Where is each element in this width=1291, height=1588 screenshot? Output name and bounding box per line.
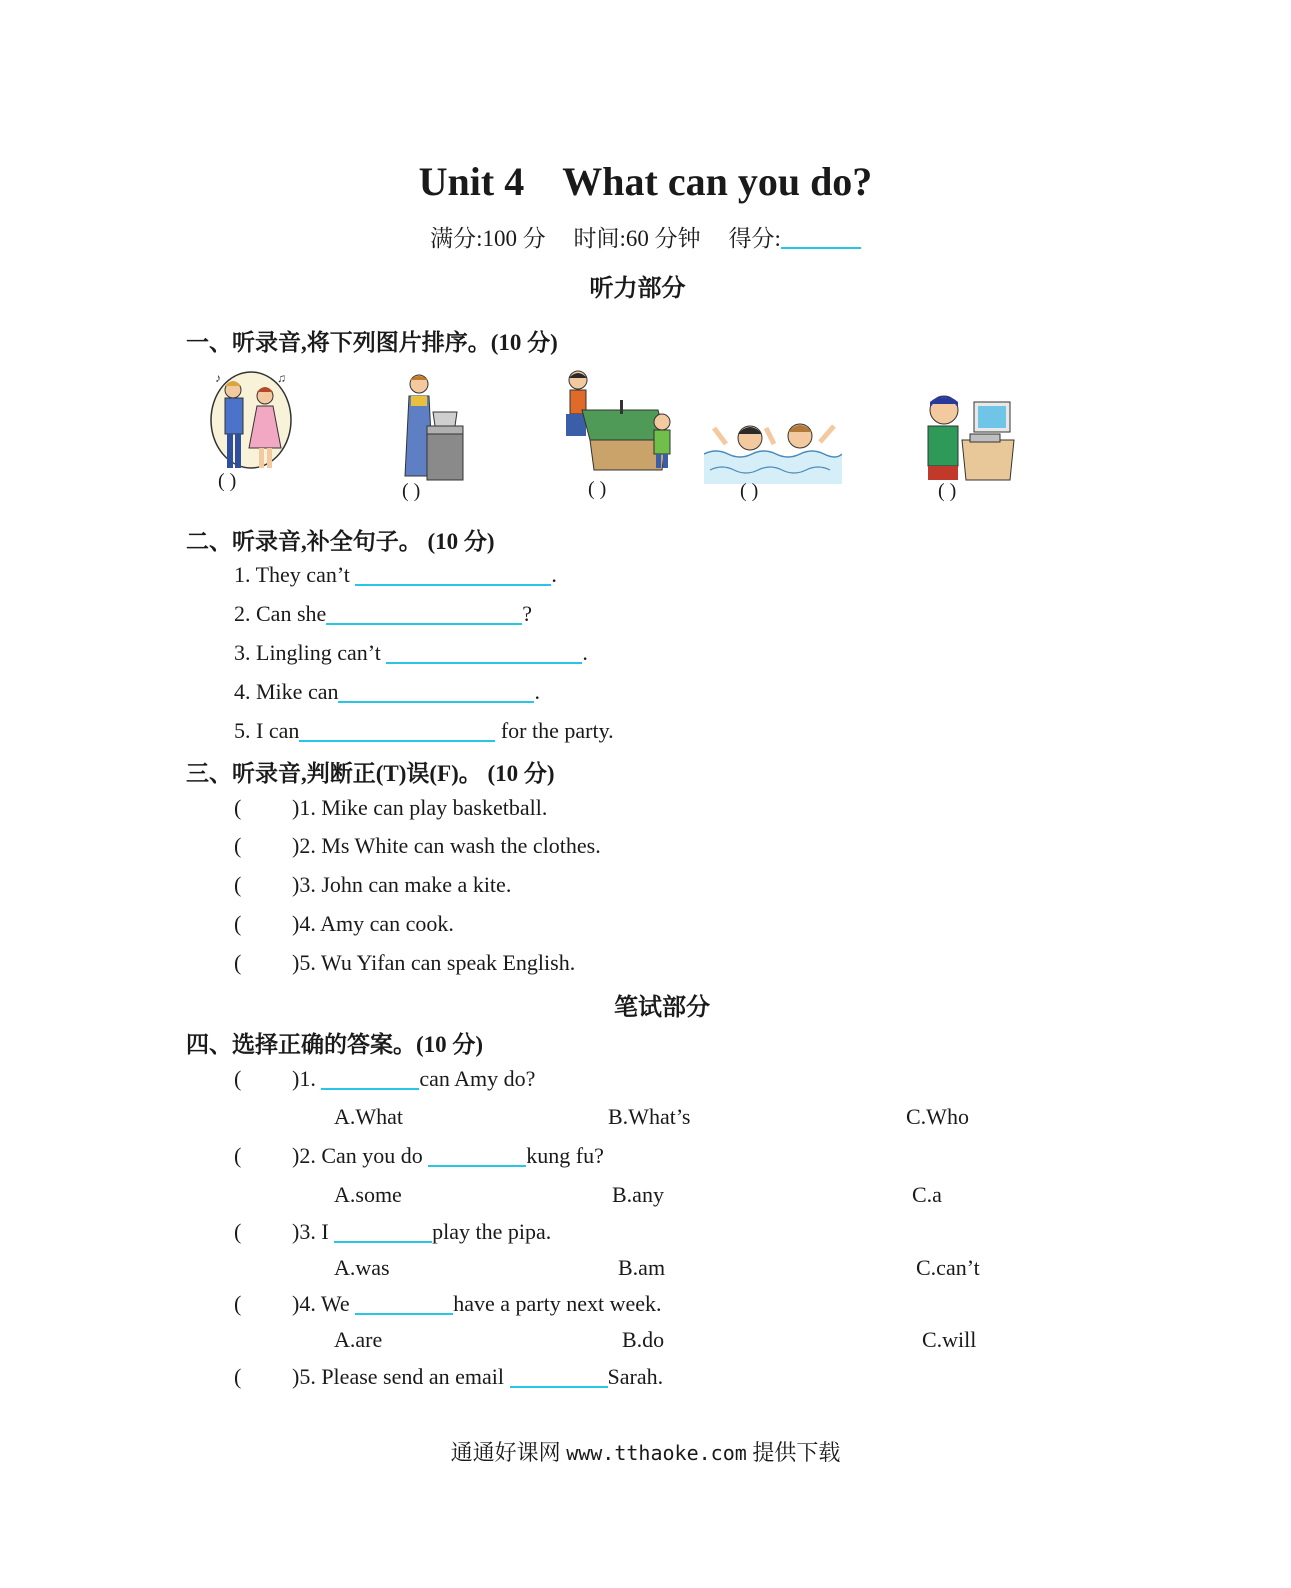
mc-question-5: )5. Please send an email Sarah. <box>292 1364 664 1389</box>
svg-text:♪: ♪ <box>215 371 221 385</box>
mc-blank-5[interactable] <box>510 1364 608 1388</box>
fill-item-5: 5. I can for the party. <box>234 718 614 743</box>
score-blank[interactable] <box>781 225 861 249</box>
mc4-option-c[interactable]: C.will <box>922 1327 977 1352</box>
mc3-option-a[interactable]: A.was <box>334 1255 390 1280</box>
footer-site: 通通好课网 <box>450 1440 561 1465</box>
fill-blank-2[interactable] <box>326 601 522 625</box>
mc-question-1: )1. can Amy do? <box>292 1066 536 1091</box>
section4-heading: 四、选择正确的答案。(10 分) <box>186 1032 484 1057</box>
mc2-option-b[interactable]: B.any <box>612 1182 664 1207</box>
section3-heading: 三、听录音,判断正(T)误(F)。 (10 分) <box>186 761 555 786</box>
mc-question-2: )2. Can you do kung fu? <box>292 1143 604 1168</box>
writing-part-heading: 笔试部分 <box>614 995 710 1021</box>
dancing-picture <box>205 368 297 480</box>
fill-blank-5[interactable] <box>299 718 495 742</box>
fill-blank-1[interactable] <box>355 562 551 586</box>
footer-url[interactable]: www.tthaoke.com <box>566 1441 747 1465</box>
mc4-option-a[interactable]: A.are <box>334 1327 383 1352</box>
mc-answer-5[interactable]: ( <box>234 1364 242 1389</box>
cooking-picture <box>397 372 469 486</box>
fill-blank-3[interactable] <box>386 640 582 664</box>
picture-1-answer[interactable]: ( ) <box>218 470 237 492</box>
fill-blank-4[interactable] <box>338 679 534 703</box>
tf-answer-1[interactable]: ( <box>234 795 242 820</box>
mc2-option-c[interactable]: C.a <box>912 1182 942 1207</box>
score-label: 得分: <box>728 226 781 251</box>
mc-answer-2[interactable]: ( <box>234 1143 242 1168</box>
listening-part-heading: 听力部分 <box>589 276 686 302</box>
tf-answer-4[interactable]: ( <box>234 911 242 936</box>
fill-item-1: 1. They can’t . <box>234 562 557 587</box>
mc-answer-1[interactable]: ( <box>234 1066 242 1091</box>
mc-blank-1[interactable] <box>321 1066 419 1090</box>
tf-item-2: )2. Ms White can wash the clothes. <box>292 833 601 858</box>
footer-suffix: 提供下载 <box>752 1440 841 1465</box>
tf-answer-2[interactable]: ( <box>234 833 242 858</box>
section2-heading: 二、听录音,补全句子。 (10 分) <box>186 529 495 554</box>
fill-item-3: 3. Lingling can’t . <box>234 640 588 665</box>
picture-2-answer[interactable]: ( ) <box>402 480 421 502</box>
fill-item-4: 4. Mike can . <box>234 679 540 704</box>
tf-item-3: )3. John can make a kite. <box>292 872 512 897</box>
unit-label: Unit 4 <box>418 159 525 204</box>
mc3-option-b[interactable]: B.am <box>618 1255 666 1280</box>
tf-answer-3[interactable]: ( <box>234 872 242 897</box>
fill-item-2: 2. Can she ? <box>234 601 533 626</box>
mc-answer-4[interactable]: ( <box>234 1291 242 1316</box>
full-score: 满分:100 分 <box>430 226 546 251</box>
mc-blank-4[interactable] <box>355 1291 453 1315</box>
mc2-option-a[interactable]: A.some <box>334 1182 402 1207</box>
mc1-option-b[interactable]: B.What’s <box>608 1104 691 1129</box>
page-title <box>0 158 1291 205</box>
mc-question-3: )3. I play the pipa. <box>292 1219 552 1244</box>
footer <box>0 1436 1291 1467</box>
ping-pong-picture <box>562 370 680 482</box>
mc-blank-2[interactable] <box>428 1143 526 1167</box>
section1-heading: 一、听录音,将下列图片排序。(10 分) <box>186 330 558 355</box>
svg-text:♫: ♫ <box>277 371 286 385</box>
mc1-option-c[interactable]: C.Who <box>906 1104 969 1129</box>
mc-answer-3[interactable]: ( <box>234 1219 242 1244</box>
picture-5-answer[interactable]: ( ) <box>938 480 957 502</box>
time-limit: 时间:60 分钟 <box>573 226 701 251</box>
tf-answer-5[interactable]: ( <box>234 950 242 975</box>
tf-item-4: )4. Amy can cook. <box>292 911 454 936</box>
picture-3-answer[interactable]: ( ) <box>588 478 607 500</box>
swimming-picture <box>704 414 842 484</box>
tf-item-5: )5. Wu Yifan can speak English. <box>292 950 576 975</box>
unit-name: What can you do? <box>562 159 873 204</box>
picture-4-answer[interactable]: ( ) <box>740 480 759 502</box>
score-info <box>0 220 1291 253</box>
mc-question-4: )4. We have a party next week. <box>292 1291 662 1316</box>
tf-item-1: )1. Mike can play basketball. <box>292 795 548 820</box>
mc3-option-c[interactable]: C.can’t <box>916 1255 980 1280</box>
mc1-option-a[interactable]: A.What <box>334 1104 404 1129</box>
computer-picture <box>922 388 1018 484</box>
mc-blank-3[interactable] <box>334 1219 432 1243</box>
mc4-option-b[interactable]: B.do <box>622 1327 665 1352</box>
